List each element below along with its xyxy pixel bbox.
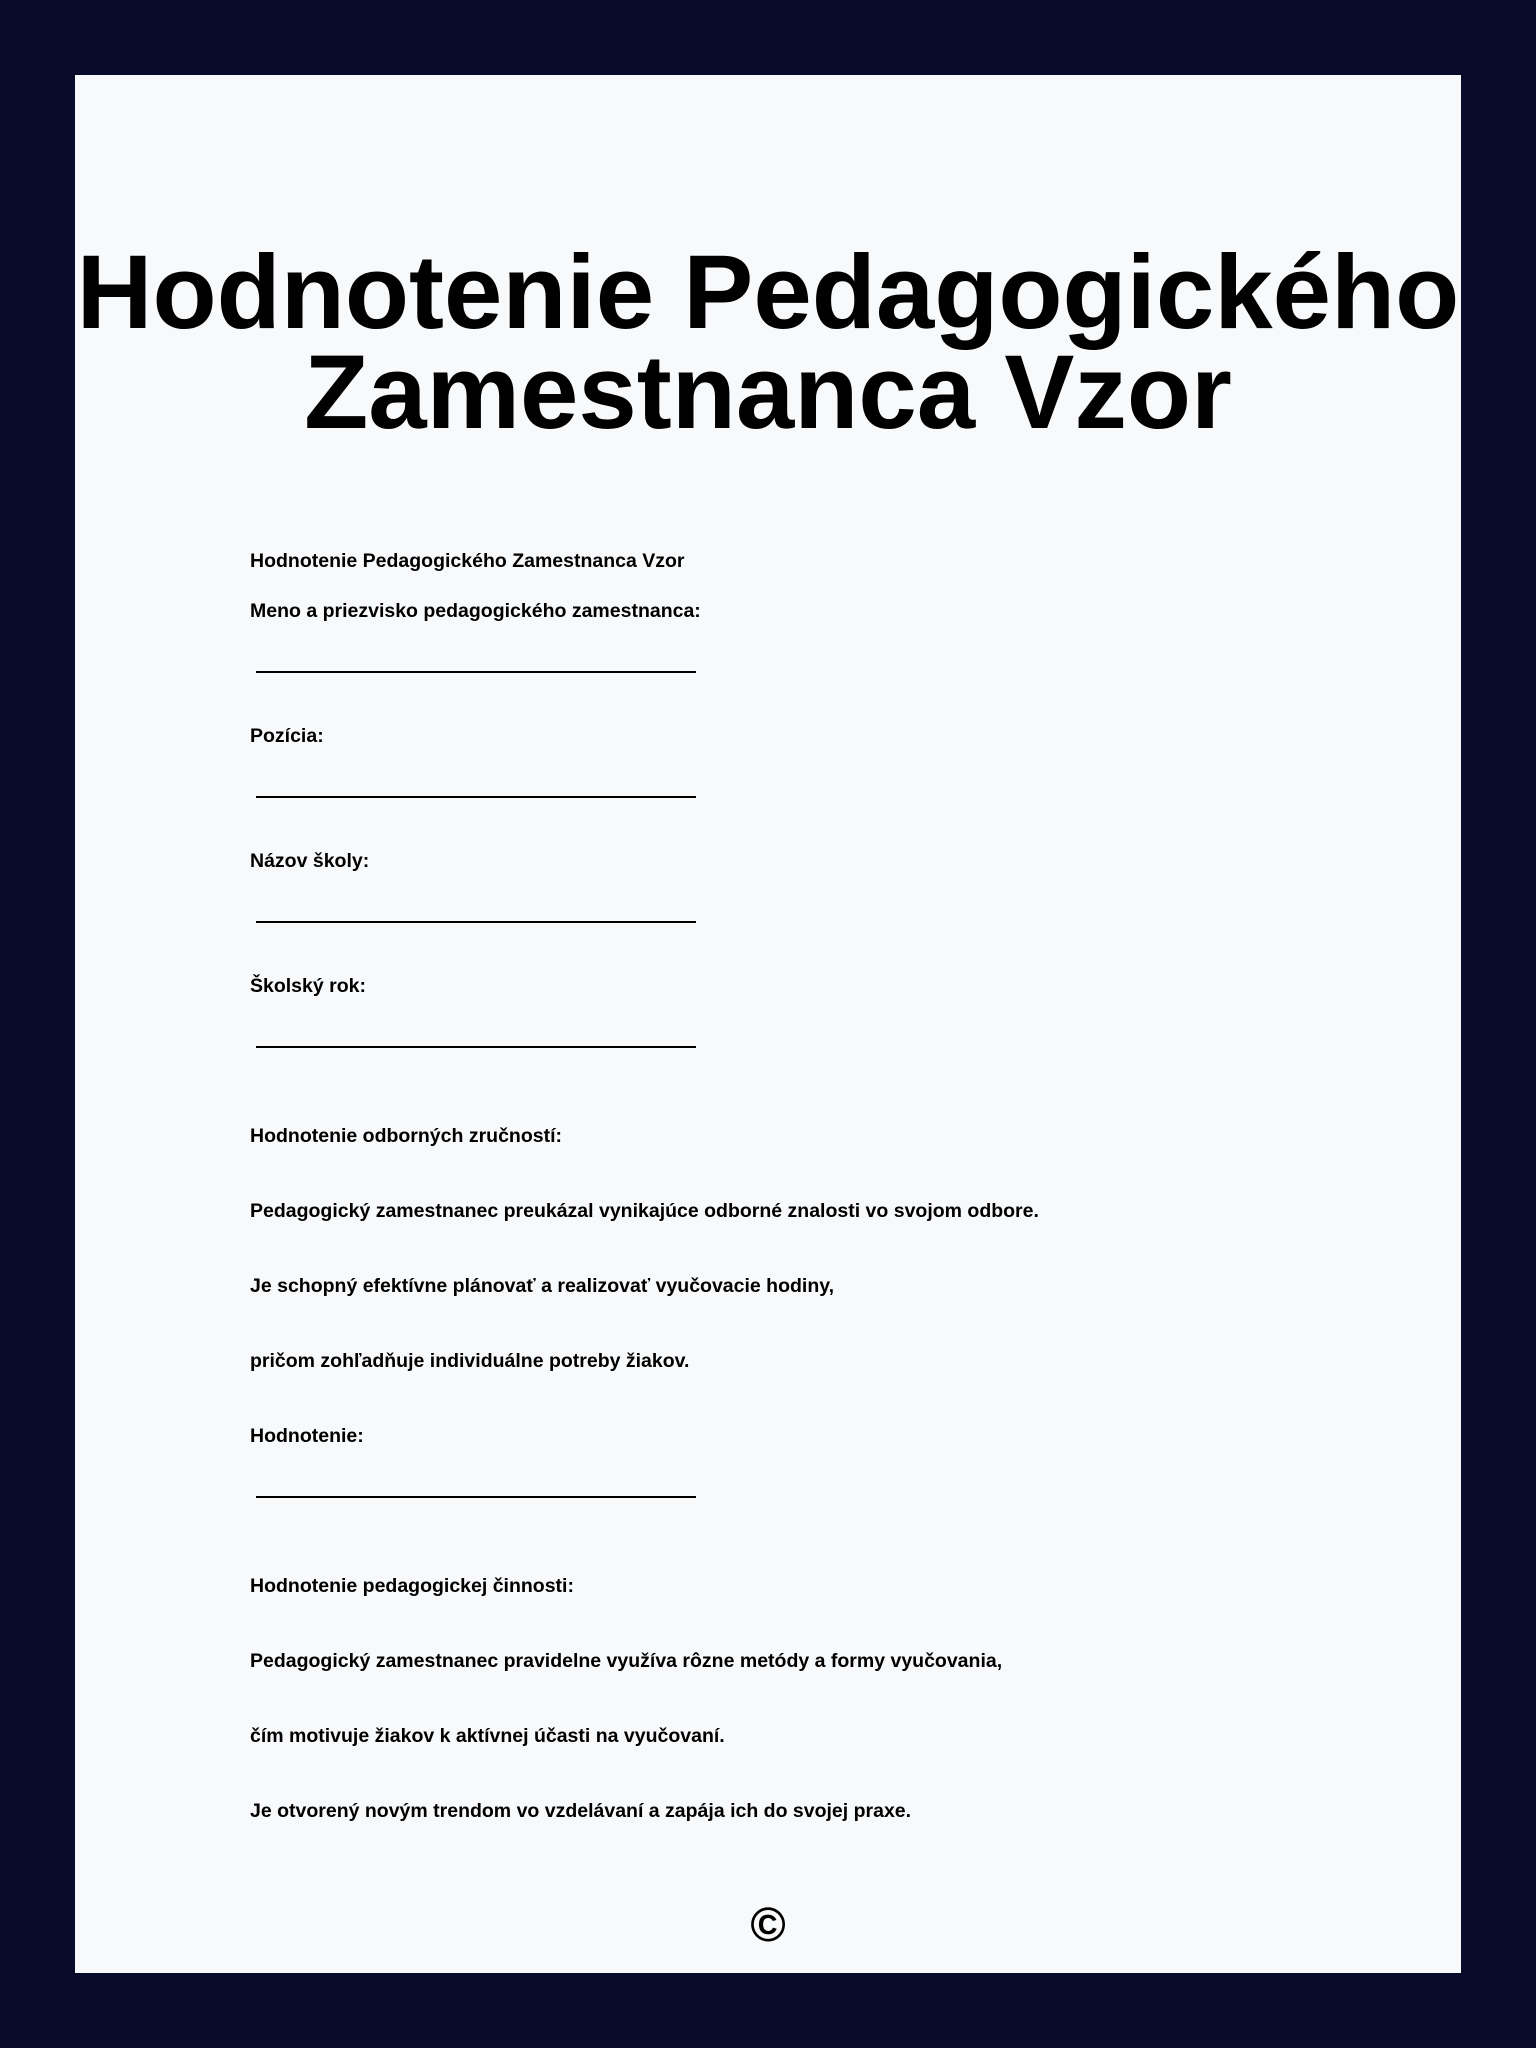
professional-skills-line: Pedagogický zamestnanec preukázal vynikajúce odborné znalosti vo svojom odbore. (250, 1200, 1039, 1222)
school-blank-line (256, 921, 696, 923)
position-label: Pozícia: (250, 725, 324, 747)
document-page (75, 75, 1461, 1973)
pedagogical-activity-line: Pedagogický zamestnanec pravidelne využíva rôzne metódy a formy vyučovania, (250, 1650, 1003, 1672)
rating-label: Hodnotenie: (250, 1425, 364, 1447)
position-blank-line (256, 796, 696, 798)
pedagogical-activity-heading: Hodnotenie pedagogickej činnosti: (250, 1575, 574, 1597)
professional-skills-line: Je schopný efektívne plánovať a realizovať vyučovacie hodiny, (250, 1275, 835, 1297)
professional-skills-heading: Hodnotenie odborných zručností: (250, 1125, 562, 1147)
name-label: Meno a priezvisko pedagogického zamestnanca: (250, 600, 701, 622)
school-year-blank-line (256, 1046, 696, 1048)
name-blank-line (256, 671, 696, 673)
copyright-icon: © (750, 1899, 786, 1952)
school-label: Názov školy: (250, 850, 370, 872)
school-year-label: Školský rok: (250, 975, 366, 997)
professional-skills-line: pričom zohľadňuje individuálne potreby žiakov. (250, 1350, 690, 1372)
document-subheading: Hodnotenie Pedagogického Zamestnanca Vzor (250, 550, 685, 572)
pedagogical-activity-line: čím motivuje žiakov k aktívnej účasti na vyučovaní. (250, 1725, 725, 1747)
pedagogical-activity-line: Je otvorený novým trendom vo vzdelávaní a zapája ich do svojej praxe. (250, 1800, 912, 1822)
rating-blank-line (256, 1496, 696, 1498)
page-title: Hodnotenie Pedagogického Zamestnanca Vzor (76, 234, 1460, 451)
